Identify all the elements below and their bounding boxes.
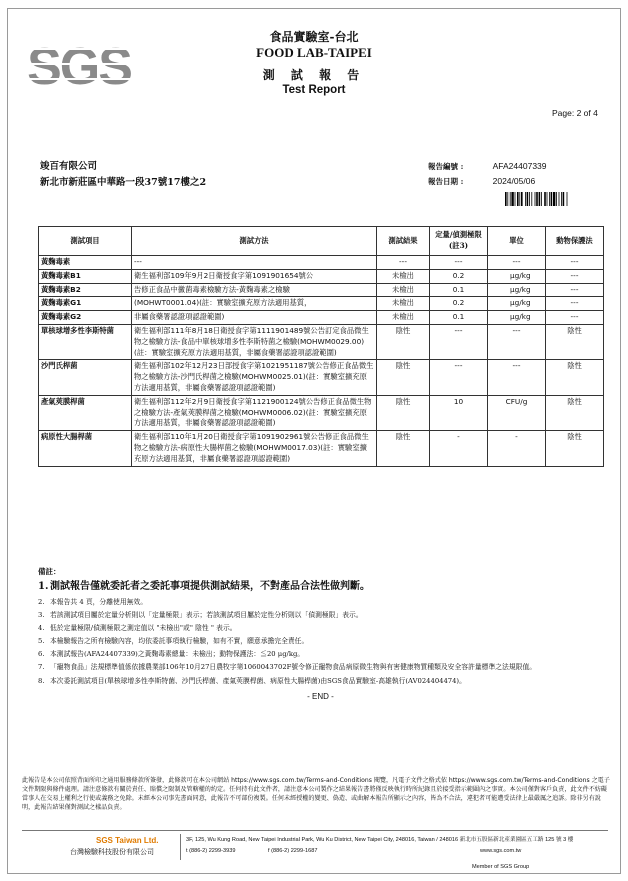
cell-unit: μg/kg	[488, 311, 546, 325]
customer-name: 竣百有限公司	[40, 161, 98, 172]
note-item: 3. 若該測試項目屬於定量分析則以「定量極限」表示；若該測試項目屬於定性分析則以「偵測極限」表示。	[38, 610, 363, 619]
cell-limit: 0.2	[430, 297, 488, 311]
header-test-method: 測試方法	[132, 227, 377, 256]
note-text: 「寵物食品」法規標準值係依據農業部106年10月27日農牧字第1060043702F號令修正寵物食品病原微生物與有害健康物質種類及安全容許量標準之法規限值。	[50, 663, 537, 672]
table-row	[39, 431, 604, 466]
table-row	[39, 256, 604, 270]
cell-limit: 0.1	[430, 311, 488, 325]
cell-unit: -	[488, 431, 546, 466]
cell-unit: CFU/g	[488, 395, 546, 430]
cell-item: 黃麴毒素G1	[39, 297, 132, 311]
lab-name-en: FOOD LAB-TAIPEI	[256, 45, 372, 60]
cell-item: 黃麴毒素	[39, 256, 132, 270]
table-row	[39, 395, 604, 430]
cell-law: 陰性	[546, 324, 604, 359]
cell-unit: μg/kg	[488, 283, 546, 297]
cell-result: 陰性	[377, 395, 430, 430]
cell-item: 單核球增多性李斯特菌	[39, 324, 132, 359]
cell-method: 衛生福利部102年12月23日部授食字第1021951187號公告修正食品微生物之檢驗方法-沙門氏桿菌之檢驗(MOHWM0025.01)(註：實驗室擴充原方法適用基質，非屬食藥署認證項認證範圍)	[132, 360, 377, 395]
table-row	[39, 283, 604, 297]
cell-limit: 10	[430, 395, 488, 430]
note-text: 本報告共 4 頁，分離使用無效。	[50, 597, 148, 606]
cell-result: 未檢出	[377, 283, 430, 297]
header-limit: 定量/偵測極限(註3)	[430, 227, 488, 256]
footer-brand-en: SGS Taiwan Ltd.	[96, 836, 159, 845]
cell-item: 黃麴毒素B2	[39, 283, 132, 297]
cell-method: 告修正食品中黴菌毒素檢驗方法-黃麴毒素之檢驗	[132, 283, 377, 297]
cell-result: 未檢出	[377, 269, 430, 283]
cell-law: 陰性	[546, 360, 604, 395]
cell-limit: ---	[430, 256, 488, 270]
cell-result: 陰性	[377, 431, 430, 466]
cell-unit: ---	[488, 324, 546, 359]
cell-law: ---	[546, 311, 604, 325]
note-text: 本測試報告(AFA24407339)之黃麴毒素總量：未檢出；動物保護法：≦20 μg/kg。	[50, 650, 305, 659]
footer-disclaimer: 此報告是本公司依照背面所印之通用服務條款所簽發，此條款可在本公司網站 https://www.sgs.com.tw/Terms-and-Conditions 閱覽，凡電子文件之格式依 https://www.sgs.com.tw/Terms-and-Conditions 之電子文件期限與條件處理。請注意條款有關於責任、賠償之限制及管轄權的約定。任何持有此文件者，請注意本公司製作之結果報告書將僅反映執行時所紀錄且於接受指示範圍內之事實。本公司僅對客戶負責，此文件不妨礙當事人在交易上權利之行使或義務之免除。未經本公司事先書面同意，此報告不可部份複製。任何未經授權的變更、偽造、或曲解本報告所顯示之內容，皆為不合法，違犯者可能遭受法律上最嚴厲之追訴。除非另有說明，此報告結果僅對測試之樣品負責。	[22, 777, 610, 812]
cell-unit: ---	[488, 360, 546, 395]
cell-item: 沙門氏桿菌	[39, 360, 132, 395]
note-text: 若該測試項目屬於定量分析則以「定量極限」表示；若該測試項目屬於定性分析則以「偵測極限」表示。	[50, 610, 363, 619]
report-date: 2024/05/06	[492, 176, 536, 186]
cell-limit: 0.1	[430, 283, 488, 297]
cell-result: 未檢出	[377, 297, 430, 311]
note-item: 5. 本檢驗報告之所有檢驗內容，均依委託事項執行檢驗，如有不實，願意承擔完全責任。	[38, 637, 309, 646]
notes-section	[38, 566, 603, 701]
cell-result: ---	[377, 256, 430, 270]
table-row	[39, 360, 604, 395]
note-item: 7. 「寵物食品」法規標準值係依據農業部106年10月27日農牧字第1060043702F號令修正寵物食品病原微生物與有害健康物質種類及安全容許量標準之法規限值。	[38, 663, 537, 672]
note-item: 2. 本報告共 4 頁，分離使用無效。	[38, 597, 148, 606]
cell-law: ---	[546, 297, 604, 311]
report-number: AFA24407339	[492, 161, 547, 171]
report-title-zh: 測 試 報 告	[262, 68, 366, 82]
cell-limit: 0.2	[430, 269, 488, 283]
cell-item: 病原性大腸桿菌	[39, 431, 132, 466]
footer-website: www.sgs.com.tw	[480, 848, 522, 854]
report-number-label: 報告編號 :	[428, 162, 464, 171]
cell-item: 產氣莢膜桿菌	[39, 395, 132, 430]
cell-item: 黃麴毒素B1	[39, 269, 132, 283]
header-animal-law: 動物保護法	[546, 227, 604, 256]
note-text: 本次委託測試項目(單核球增多性李斯特菌、沙門氏桿菌、產氣莢膜桿菌、病原性大腸桿菌)由SGS食品實驗室-高雄執行(AV024404474)。	[50, 676, 466, 685]
footer-separator	[180, 834, 181, 860]
barcode	[505, 192, 590, 206]
page-number: Page: 2 of 4	[552, 108, 598, 118]
cell-result: 陰性	[377, 360, 430, 395]
note-text: 低於定量極限/偵測極限之測定值以 "未檢出"或" 陰性 " 表示。	[50, 623, 237, 632]
cell-law: ---	[546, 283, 604, 297]
cell-law: ---	[546, 256, 604, 270]
cell-unit: ---	[488, 256, 546, 270]
cell-item: 黃麴毒素G2	[39, 311, 132, 325]
cell-method: 衛生福利部111年8月18日衛授食字第1111901489號公告訂定食品微生物之檢驗方法-食品中單核球增多性李斯特菌之檢驗(MOHWM0029.00)(註：實驗室擴充原方法適用基質，非屬食藥署認證項認證範圍)	[132, 324, 377, 359]
footer-member: Member of SGS Group	[472, 864, 530, 870]
header-result: 測試結果	[377, 227, 430, 256]
header-unit: 單位	[488, 227, 546, 256]
footer-fax: f (886-2) 2299-1687	[268, 848, 318, 854]
header-test-item: 測試項目	[39, 227, 132, 256]
note-text: 本檢驗報告之所有檢驗內容，均依委託事項執行檢驗，如有不實，願意承擔完全責任。	[50, 637, 309, 646]
table-row	[39, 269, 604, 283]
cell-limit: ---	[430, 324, 488, 359]
cell-result: 未檢出	[377, 311, 430, 325]
report-title-en: Test Report	[282, 84, 346, 96]
cell-unit: μg/kg	[488, 297, 546, 311]
note-text: 測試報告僅就委託者之委託事項提供測試結果，不對產品合法性做判斷。	[50, 581, 370, 592]
table-row	[39, 324, 604, 359]
report-date-label: 報告日期 :	[428, 177, 464, 186]
footer-phone: t (886-2) 2299-3939	[186, 848, 236, 854]
note-item: 8. 本次委託測試項目(單核球增多性李斯特菌、沙門氏桿菌、產氣莢膜桿菌、病原性大腸桿菌)由SGS食品實驗室-高雄執行(AV024404474)。	[38, 676, 466, 685]
cell-unit: μg/kg	[488, 269, 546, 283]
cell-method: (MOHWT0001.04)(註：實驗室擴充原方法適用基質，	[132, 297, 377, 311]
cell-limit: -	[430, 431, 488, 466]
report-number-row	[428, 161, 547, 172]
report-date-row	[428, 176, 535, 187]
table-row	[39, 311, 604, 325]
notes-title: 備註：	[38, 567, 61, 576]
footer-address: 3F, 125, Wu Kung Road, New Taipei Industrial Park, Wu Ku District, New Taipei City, 248016, Taiwan / 248016 新北市五股區新北產業園區五工路 125 號 3 樓	[186, 837, 574, 843]
customer-address: 新北市新莊區中華路一段37號17樓之2	[40, 177, 207, 188]
cell-method: ---	[132, 256, 377, 270]
note-item: 1. 測試報告僅就委託者之委託事項提供測試結果，不對產品合法性做判斷。	[38, 581, 370, 592]
footer-brand-zh: 台灣檢驗科技股份有限公司	[70, 848, 154, 856]
table-row	[39, 297, 604, 311]
cell-law: 陰性	[546, 395, 604, 430]
cell-law: ---	[546, 269, 604, 283]
cell-law: 陰性	[546, 431, 604, 466]
cell-method: 衛生福利部110年1月20日衛授食字第1091902961號公告修正食品微生物之檢驗方法-病原性大腸桿菌之檢驗(MOHWM0017.03)(註：實驗室擴充原方法適用基質，非屬食藥署認證項認證範圍)	[132, 431, 377, 466]
note-item: 4. 低於定量極限/偵測極限之測定值以 "未檢出"或" 陰性 " 表示。	[38, 623, 237, 632]
cell-method: 衛生福利部112年2月9日衛授食字第1121900124號公告修正食品微生物之檢驗方法-產氣莢膜桿菌之檢驗(MOHWM0006.02)(註：實驗室擴充原方法適用基質，非屬食藥署認證項認證範圍)	[132, 395, 377, 430]
lab-name-zh: 食品實驗室-台北	[269, 30, 359, 44]
note-item: 6. 本測試報告(AFA24407339)之黃麴毒素總量：未檢出；動物保護法：≦20 μg/kg。	[38, 650, 305, 659]
svg-text:SGS: SGS	[27, 38, 131, 93]
cell-method: 非屬食藥署認證項認證範圍)	[132, 311, 377, 325]
cell-method: 衛生福利部109年9月2日衛授食字第1091901654號公	[132, 269, 377, 283]
cell-limit: ---	[430, 360, 488, 395]
table-header-row	[39, 227, 604, 256]
end-marker: - END -	[307, 691, 334, 701]
cell-result: 陰性	[377, 324, 430, 359]
results-table	[38, 226, 604, 467]
footer-divider	[22, 830, 608, 831]
